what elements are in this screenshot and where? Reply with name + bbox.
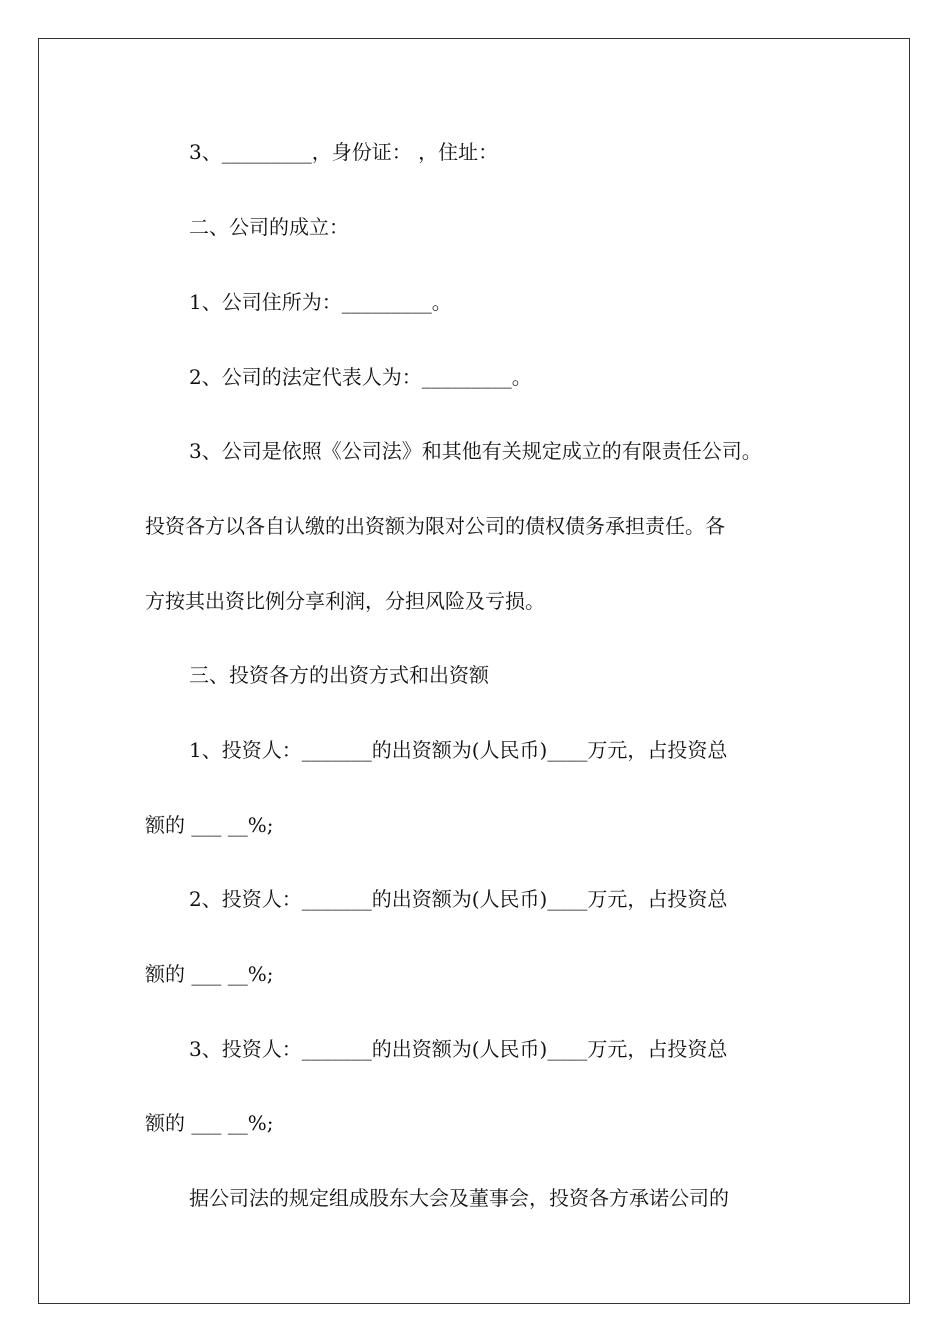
text-line-investor-1: 1、投资人：_______的出资额为(人民币)____万元，占投资总 <box>189 738 728 762</box>
section-heading-company-establishment: 二、公司的成立： <box>189 215 349 239</box>
text-line-investor-3: 3、投资人：_______的出资额为(人民币)____万元，占投资总 <box>189 1037 728 1061</box>
text-line-company-address: 1、公司住所为：_________。 <box>189 290 452 314</box>
text-line-profit-sharing: 方按其出资比例分享利润，分担风险及亏损。 <box>145 589 545 613</box>
text-line-investor-2: 2、投资人：_______的出资额为(人民币)____万元，占投资总 <box>189 887 728 911</box>
text-line-investor-2-ratio: 额的 ___ __%; <box>145 962 274 986</box>
text-line-shareholder-3: 3、_________，身份证： ，住址： <box>189 140 499 164</box>
text-line-liability: 投资各方以各自认缴的出资额为限对公司的债权债务承担责任。各 <box>145 514 725 538</box>
text-line-company-nature: 3、公司是依照《公司法》和其他有关规定成立的有限责任公司。 <box>189 439 762 463</box>
text-line-investor-3-ratio: 额的 ___ __%; <box>145 1111 274 1135</box>
section-heading-investment: 三、投资各方的出资方式和出资额 <box>189 663 489 687</box>
text-line-legal-representative: 2、公司的法定代表人为：_________。 <box>189 365 532 389</box>
text-line-investor-1-ratio: 额的 ___ __%; <box>145 813 274 837</box>
text-line-board-formation: 据公司法的规定组成股东大会及董事会，投资各方承诺公司的 <box>189 1186 729 1210</box>
